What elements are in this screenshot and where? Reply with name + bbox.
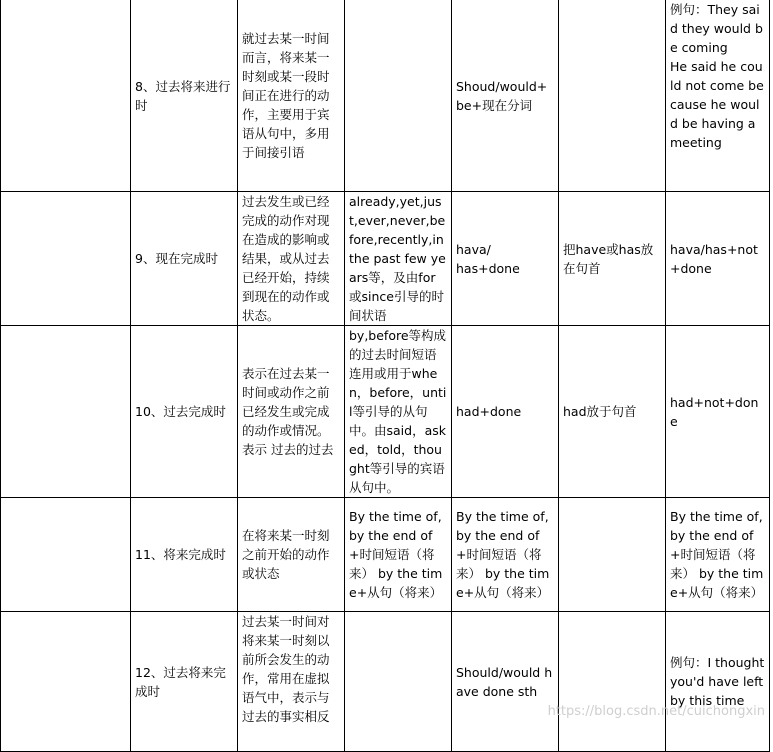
negative-cell: had+not+done: [666, 326, 770, 498]
markers-cell: [345, 0, 452, 192]
watermark-text: https://blog.csdn.net/cuichongxin: [547, 704, 765, 719]
question-cell: [559, 498, 666, 612]
blank-cell: [1, 612, 131, 752]
affirmative-cell: Shoud/would+be+现在分词: [452, 0, 559, 192]
affirmative-cell: had+done: [452, 326, 559, 498]
negative-cell: 例句：They said they would be coming He said he could not come because he would be having a meeting: [666, 0, 770, 192]
question-cell: [559, 612, 666, 752]
affirmative-cell: By the time of,by the end of+时间短语（将来） by the time+从句（将来）: [452, 498, 559, 612]
markers-cell: [345, 612, 452, 752]
blank-cell: [1, 326, 131, 498]
markers-cell: By the time of,by the end of+时间短语（将来） by the time+从句（将来）: [345, 498, 452, 612]
blank-cell: [1, 498, 131, 612]
usage-cell: 过去发生或已经完成的动作对现在造成的影响或结果，或从过去已经开始，持续到现在的动作或状态。: [238, 192, 345, 326]
table-row: [1, 0, 770, 192]
question-cell: [559, 0, 666, 192]
tense-cell: 12、过去将来完成时: [131, 612, 238, 752]
affirmative-cell: Should/would have done sth: [452, 612, 559, 752]
usage-cell: 过去某一时间对将来某一时刻以前所会发生的动作，常用在虚拟语气中，表示与过去的事实相反: [238, 612, 345, 752]
usage-cell: 就过去某一时间而言，将来某一时刻或某一段时间正在进行的动作，主要用于宾语从句中，多用于间接引语: [238, 0, 345, 192]
blank-cell: [1, 0, 131, 192]
negative-cell: By the time of,by the end of+时间短语（将来） by the time+从句（将来）: [666, 498, 770, 612]
table-row: [1, 498, 770, 612]
markers-cell: by,before等构成的过去时间短语连用或用于when，before，until等引导的从句中。由said，asked，told，thought等引导的宾语从句中。: [345, 326, 452, 498]
tense-cell: 10、过去完成时: [131, 326, 238, 498]
tense-cell: 8、过去将来进行时: [131, 0, 238, 192]
negative-cell: hava/has+not+done: [666, 192, 770, 326]
tense-cell: 11、将来完成时: [131, 498, 238, 612]
table-row: [1, 612, 770, 752]
usage-cell: 表示在过去某一时间或动作之前已经发生或完成的动作或情况。表示 过去的过去: [238, 326, 345, 498]
affirmative-cell: hava/ has+done: [452, 192, 559, 326]
tense-cell: 9、现在完成时: [131, 192, 238, 326]
negative-cell: 例句：I thought you'd have left by this time: [666, 612, 770, 752]
table-row: [1, 192, 770, 326]
table-row: [1, 326, 770, 498]
markers-cell: already,yet,just,ever,never,before,recently,in the past few years等，及由for或since引导的时间状语: [345, 192, 452, 326]
usage-cell: 在将来某一时刻之前开始的动作或状态: [238, 498, 345, 612]
question-cell: 把have或has放在句首: [559, 192, 666, 326]
question-cell: had放于句首: [559, 326, 666, 498]
blank-cell: [1, 192, 131, 326]
